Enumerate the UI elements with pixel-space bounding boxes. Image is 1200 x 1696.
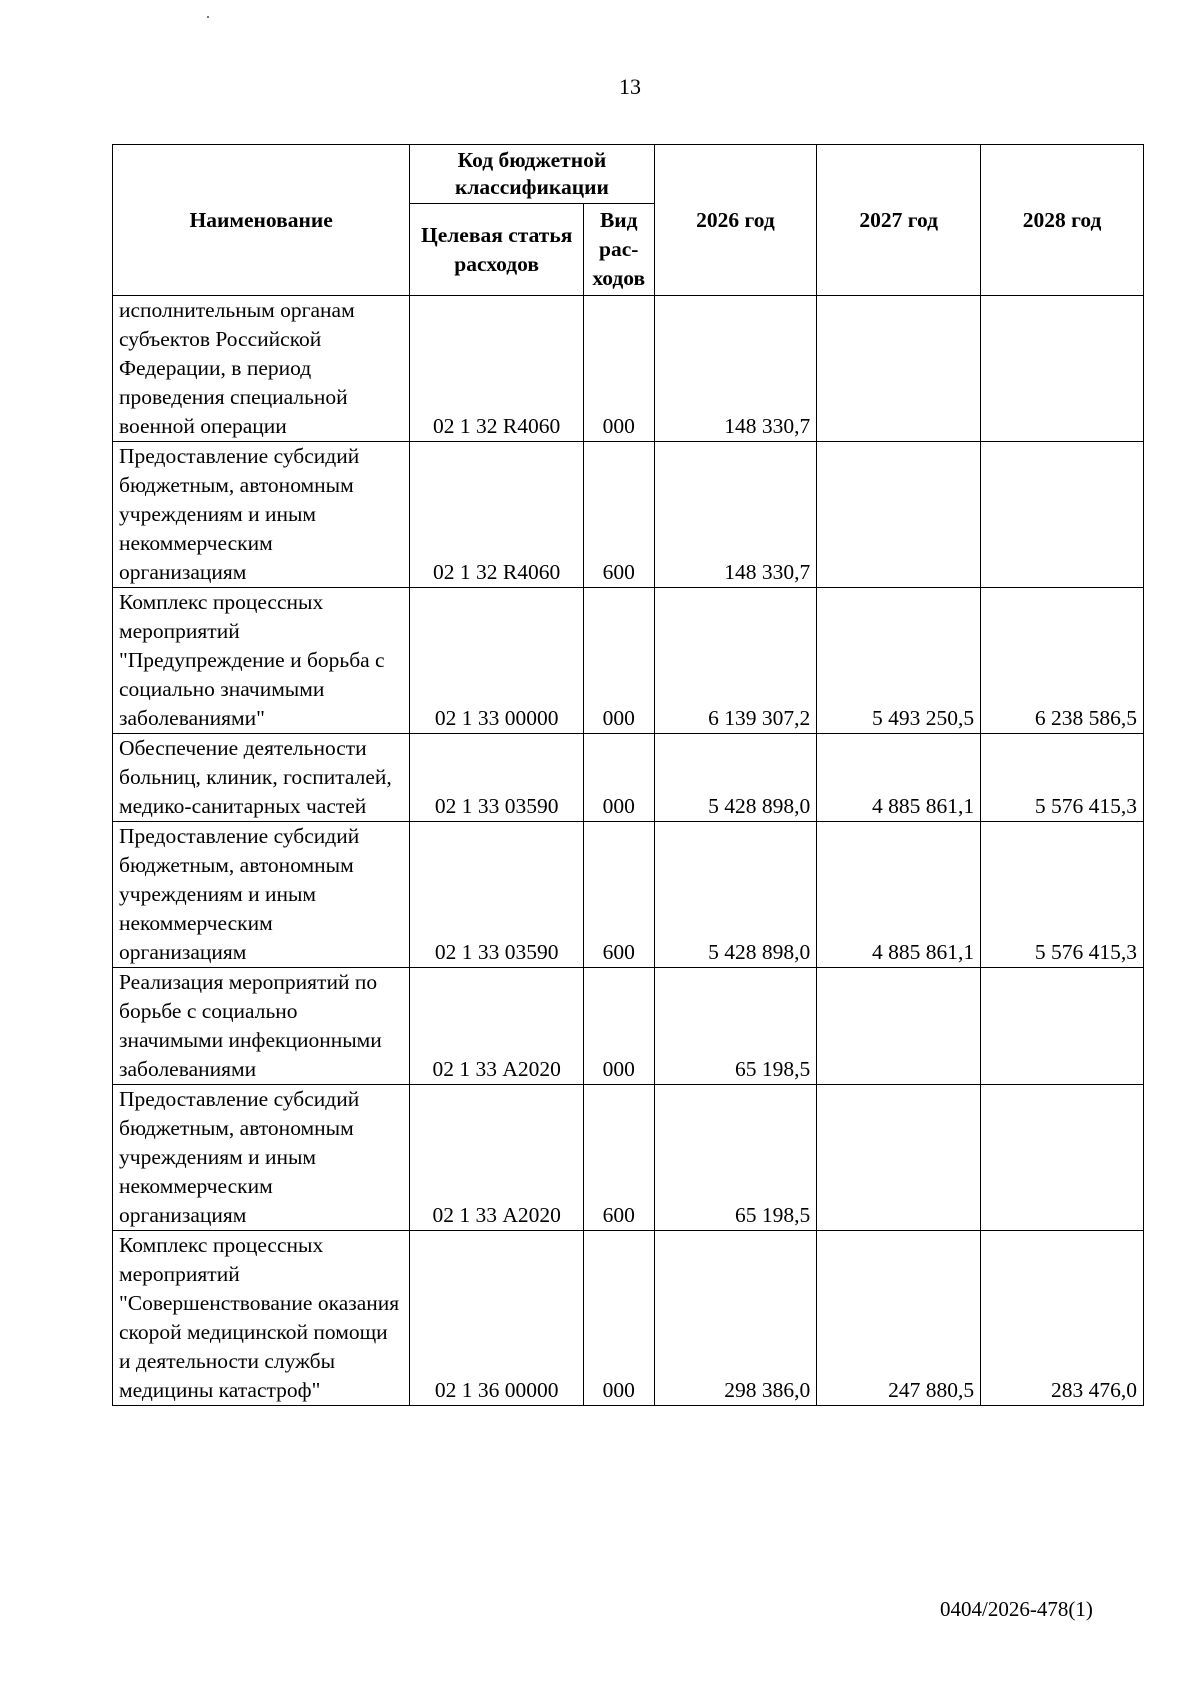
row-2028 [981, 968, 1144, 1085]
row-target-code: 02 1 33 03590 [410, 734, 584, 822]
row-target-code: 02 1 32 R4060 [410, 442, 584, 588]
table-row [113, 734, 1144, 822]
row-2028 [981, 442, 1144, 588]
row-2026: 65 198,5 [654, 1085, 817, 1231]
row-2026: 5 428 898,0 [654, 734, 817, 822]
table-row [113, 1085, 1144, 1231]
row-name: исполнительным органам субъектов Российской Федерации, в период проведения специальной военной операции [113, 296, 410, 442]
row-2027: 247 880,5 [817, 1231, 981, 1406]
row-target-code: 02 1 33 00000 [410, 588, 584, 734]
row-2026: 6 139 307,2 [654, 588, 817, 734]
row-name: Комплекс процессных мероприятий "Совершенствование оказания скорой медицинской помощи и деятельности службы медицины катастроф" [113, 1231, 410, 1406]
row-expense-type: 000 [583, 588, 654, 734]
row-expense-type: 000 [583, 968, 654, 1085]
row-target-code: 02 1 32 R4060 [410, 296, 584, 442]
row-expense-type: 600 [583, 1085, 654, 1231]
row-2026: 148 330,7 [654, 442, 817, 588]
row-target-code: 02 1 33 А2020 [410, 968, 584, 1085]
row-2028: 6 238 586,5 [981, 588, 1144, 734]
row-name: Комплекс процессных мероприятий "Предупреждение и борьба с социально значимыми заболеваниями" [113, 588, 410, 734]
row-2028 [981, 1085, 1144, 1231]
row-2026: 298 386,0 [654, 1231, 817, 1406]
row-expense-type: 000 [583, 296, 654, 442]
row-2028: 5 576 415,3 [981, 822, 1144, 968]
row-2026: 5 428 898,0 [654, 822, 817, 968]
table-row [113, 442, 1144, 588]
row-2026: 65 198,5 [654, 968, 817, 1085]
row-2027 [817, 296, 981, 442]
table-row [113, 296, 1144, 442]
row-2027: 4 885 861,1 [817, 822, 981, 968]
row-expense-type: 000 [583, 734, 654, 822]
scan-speck [207, 16, 209, 18]
row-target-code: 02 1 33 03590 [410, 822, 584, 968]
row-name: Предоставление субсидий бюджетным, автономным учреждениям и иным некоммерческим организациям [113, 1085, 410, 1231]
header-code-group: Код бюджетной классификации [410, 145, 654, 204]
table-row [113, 588, 1144, 734]
row-name: Предоставление субсидий бюджетным, автономным учреждениям и иным некоммерческим организациям [113, 822, 410, 968]
header-row-1 [113, 145, 1144, 204]
table-row [113, 968, 1144, 1085]
row-target-code: 02 1 33 А2020 [410, 1085, 584, 1231]
header-2027: 2027 год [817, 145, 981, 296]
row-2027: 5 493 250,5 [817, 588, 981, 734]
budget-table [112, 144, 1144, 1406]
row-2026: 148 330,7 [654, 296, 817, 442]
row-2028: 283 476,0 [981, 1231, 1144, 1406]
header-2026: 2026 год [654, 145, 817, 296]
row-name: Обеспечение деятельности больниц, клиник, госпиталей, медико-санитарных частей [113, 734, 410, 822]
row-name: Предоставление субсидий бюджетным, автономным учреждениям и иным некоммерческим организациям [113, 442, 410, 588]
row-expense-type: 000 [583, 1231, 654, 1406]
row-2028 [981, 296, 1144, 442]
row-name: Реализация мероприятий по борьбе с социально значимыми инфекционными заболеваниями [113, 968, 410, 1085]
row-expense-type: 600 [583, 442, 654, 588]
row-2028: 5 576 415,3 [981, 734, 1144, 822]
header-target: Целевая статья расходов [410, 204, 584, 296]
header-2028: 2028 год [981, 145, 1144, 296]
header-name: Наименование [113, 145, 410, 296]
row-2027: 4 885 861,1 [817, 734, 981, 822]
page-number: 13 [619, 74, 641, 99]
row-expense-type: 600 [583, 822, 654, 968]
row-2027 [817, 1085, 981, 1231]
header-type: Вид рас-ходов [583, 204, 654, 296]
table-row [113, 1231, 1144, 1406]
document-id: 0404/2026-478(1) [940, 1597, 1093, 1621]
row-2027 [817, 968, 981, 1085]
row-2027 [817, 442, 981, 588]
table-row [113, 822, 1144, 968]
row-target-code: 02 1 36 00000 [410, 1231, 584, 1406]
